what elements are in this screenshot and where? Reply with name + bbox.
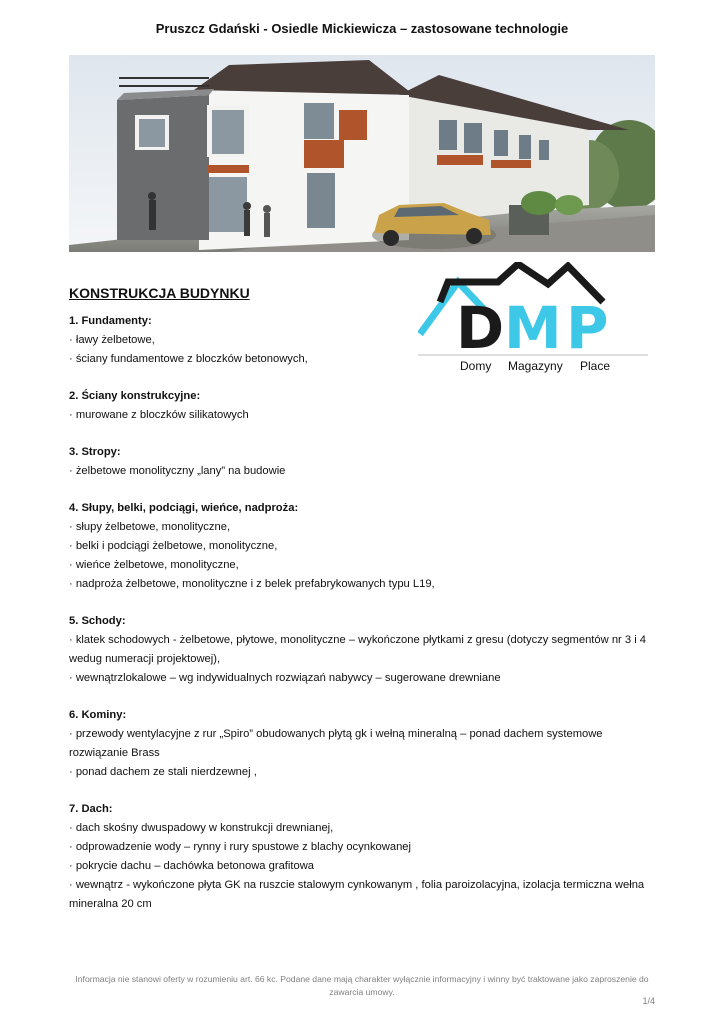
section-ceilings (69, 443, 659, 481)
list-item: · wewnątrzlokalowe – wg indywidualnych rozwiązań nabywcy – sugerowane drewniane (69, 672, 501, 684)
section-title: 3. Stropy: (69, 446, 121, 458)
section-chimneys (69, 706, 659, 782)
section-title: 7. Dach: (69, 803, 113, 815)
list-item: · pokrycie dachu – dachówka betonowa grafitowa (69, 860, 315, 872)
construction-content (69, 312, 659, 932)
logo-letter-p: P (566, 294, 609, 362)
logo-tagline-place: Place (580, 359, 611, 373)
list-item: · przewody wentylacyjne z rur „Spiro” obudowanych płytą gk i wełną mineralną – ponad dachem systemowe rozwiązanie Brass (69, 728, 603, 759)
list-item: · nadproża żelbetowe, monolityczne i z belek prefabrykowanych typu L19, (69, 578, 435, 590)
section-heading: KONSTRUKCJA BUDYNKU (69, 285, 250, 301)
list-item: · ławy żelbetowe, (69, 334, 155, 346)
list-item: · murowane z bloczków silikatowych (69, 409, 249, 421)
section-title: 6. Kominy: (69, 709, 127, 721)
logo-tagline-domy: Domy (460, 359, 492, 373)
list-item: · ponad dachem ze stali nierdzewnej , (69, 766, 257, 778)
section-stairs (69, 612, 659, 688)
section-title: 1. Fundamenty: (69, 315, 152, 327)
section-roof (69, 800, 659, 914)
building-render-photo (69, 55, 655, 252)
page-number: 1/4 (642, 996, 655, 1006)
section-title: 2. Ściany konstrukcyjne: (69, 390, 201, 402)
section-columns (69, 499, 659, 594)
hero-image (69, 55, 655, 252)
section-title: 4. Słupy, belki, podciągi, wieńce, nadproża: (69, 502, 299, 514)
logo-letter-m: M (504, 294, 562, 362)
logo-tagline-magazyny: Magazyny (508, 359, 563, 373)
logo-letter-d: D (456, 294, 505, 362)
list-item: · belki i podciągi żelbetowe, monolityczne, (69, 540, 278, 552)
page-title: Pruszcz Gdański - Osiedle Mickiewicza – zastosowane technologie (155, 21, 569, 36)
section-walls (69, 387, 659, 425)
footer-disclaimer: Informacja nie stanowi oferty w rozumieniu art. 66 kc. Podane dane mają charakter wyłącznie informacyjny i winny być traktowane jako zaproszenie do zawarcia umowy. (75, 974, 649, 997)
list-item: · odprowadzenie wody – rynny i rury spustowe z blachy ocynkowanej (69, 841, 412, 853)
section-title: 5. Schody: (69, 615, 126, 627)
list-item: · klatek schodowych - żelbetowe, płytowe, monolityczne – wykończone płytkami z gresu (dotyczy segmentów nr 3 i 4 wedug numeracji projektowej), (69, 634, 647, 665)
list-item: · dach skośny dwuspadowy w konstrukcji drewnianej, (69, 822, 334, 834)
list-item: · wieńce żelbetowe, monolityczne, (69, 559, 239, 571)
section-foundations (69, 312, 659, 369)
list-item: · wewnątrz - wykończone płyta GK na ruszcie stalowym cynkowanym , folia paroizolacyjna, izolacja termiczna wełna mineralna 20 cm (69, 879, 645, 910)
list-item: · żelbetowe monolityczny „lany” na budowie (69, 465, 286, 477)
list-item: · słupy żelbetowe, monolityczne, (69, 521, 231, 533)
list-item: · ściany fundamentowe z bloczków betonowych, (69, 353, 308, 365)
